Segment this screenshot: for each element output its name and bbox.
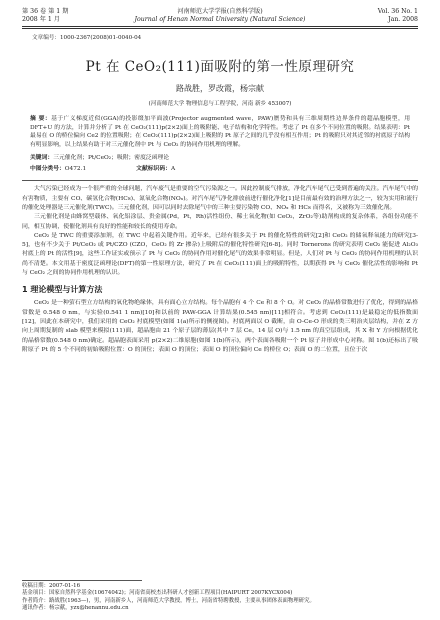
clc <box>30 163 86 172</box>
journal-name-cn: 河南师范大学学报(自然科学版) <box>177 8 263 15</box>
doc-code-value: A <box>170 166 176 173</box>
abstract-separator <box>22 180 418 181</box>
footnote-rule <box>22 580 142 581</box>
header-rule-thin <box>22 28 418 29</box>
clc-value: O472.1 <box>64 166 87 173</box>
footnote-received: 收稿日期：2007-01-16 <box>22 583 81 589</box>
abstract-text: 基于广义梯度近似(GGA)的投影缀加平面波(Projector augmented wave，PAW)赝势和具有三维周期性边界条件的超晶胞模型，用 DFT+U 的方法，计算并分析了 Pt 在 CeO₂(111)p(2×2)面上的吸附能、电子结构和化学特性。考虑了 Pt 在多个不同位置的吸附。结果表明：Pt 最易在 O 的桥位偏向 Ce2 的位置吸附；在 CeO₂(111)p(2×2)面上吸附的 Pt 原子之间的几乎没有相互作用；Pt 的吸附只对其近邻的衬底原子结构有明显影响，以上结果有助于对三元催化剂中 Pt 与 CeO₂ 的协同作用机理的理解。 <box>30 116 410 148</box>
abstract-label: 摘 要： <box>30 116 52 122</box>
paragraph: CeO₂ 是 TWC 的重要添加剂，在 TWC 中起着关键作用。近年来，已经有很多关于 Pt 的催化特性的研究[2]和 CeO₂ 的储氧释氧能力的研究[3-5]，也有不少关于 Pt/CeO₂ 或 Pt/CZO (CZO，CeO₂ 的 Zr 掺杂)上吸附后的催化特性研究[6-8]。同时 Tornerons 的研究表明 CeO₂ 能促进 Al₂O₃ 衬底上的 Pt 的活性[9]，这些工作证实或预示了 Pt 与 CeO₂ 的协同作用对催化尾气的效果非常明显。但是，人们对 Pt 与 CeO₂ 的协同作用机理的认识尚不清楚。本文用基于密度泛函理论(DFT)的第一性原理方法，研究了 Pt 在 CeO₂(111)面上的吸附特性，以期获得 Pt 与 CeO₂ 催化活性的影响和 Pt 与 CeO₂ 之间的协同作用机理的认识。 <box>22 232 418 277</box>
header-rule <box>22 26 418 27</box>
header-right <box>348 8 418 24</box>
footnote-funding: 基金项目：国家自然科学基金(10674042)；河南省高校杰出科研人才创新工程项目(HAIPURT 2007KYCX004) <box>22 590 293 597</box>
clc-label: 中图分类号： <box>30 166 65 173</box>
volume-issue: 第 36 卷 第 1 期 <box>22 8 69 15</box>
keywords <box>30 152 410 161</box>
article-number: 文章编号：1000-2367(2008)01-0040-04 <box>32 35 142 41</box>
paper-authors: 路战胜，罗改霞，杨宗献 <box>176 84 264 93</box>
journal-name-en: Journal of Henan Normal University (Natural Science) <box>134 16 306 23</box>
paper-affiliation: (河南师范大学 物理信息与工程学院，河南 新乡 453007) <box>148 101 292 107</box>
issue-date: 2008 年 1 月 <box>22 16 60 23</box>
footnote-author: 作者简介：路战胜(1963—)，男，河南新乡人，河南师范大学教授，博士，河南省特聘教授，主要从事团体表面物理研究。 <box>22 597 315 604</box>
footnotes <box>22 580 418 613</box>
footnote-correspondence: 通讯作者：杨宗献，yzx@henannu.edu.cn <box>22 605 129 612</box>
abstract <box>30 115 410 149</box>
doc-code-label: 文献标识码： <box>136 166 171 173</box>
running-header <box>22 8 418 24</box>
paragraph: CeO₂ 是一种萤石型立方结构的氧化物绝缘体，具有面心立方结构。每个晶胞有 4 个 Ce 和 8 个 O。对 CeO₂ 的晶格常数进行了优化，得到的晶格常数是 0.548 0 nm，与实验(0.541 1 nm)[10]和以前的 PAW-GGA 计算结果(0.545 nm)[11]相符合。考虑到 CeO₂(111)是最稳定的低指数面[12]，因此在本研究中，我们采用的 CeO₂ 衬底模型(如图 1(a)所示的侧视图)。衬底两面以 O 截断，由 O-Ce-O 形成的类三明治夹层结构，并在 Z 方向上周期复制的 slab 模型来模拟(111)面，超晶胞由 21 个原子层的薄层(其中 7 层 Ce，14 层 O)与 1.5 nm 的真空层组成，其 X 和 Y 方向根据优化的晶格常数(0.548 0 nm)确定。超晶胞表面采用 p(2×2)二维原胞(如图 1(b)所示)，两个表面各吸附一个 Pt 原子并形成中心对称。图 1(b)还标出了吸附原子 Pt 的 5 个不同的初始吸附位置：O 的顶位；表面 O 的顶位；表面 O 的顶位偏向 Ce 的桥位 O；表面 O 的二位置，且位于次 <box>22 300 418 353</box>
classification <box>30 163 410 172</box>
paragraph: 三元催化剂是由蜂窝型载体、氧化铝涂层、贵金属(Pd，Pt，Rh)活性组份、稀土氧化物(如 CeO₂，ZrO₂等)助剂构成的复杂体系，各组份功能不同，相互协调，使催化剂具有良好的性能和较长的使用寿命。 <box>22 214 418 230</box>
keywords-label: 关键词： <box>30 155 54 162</box>
keywords-text: 三元催化剂；Pt/CeO₂；吸附；密度泛函理论 <box>53 155 170 162</box>
paper-title: Pt 在 CeO₂(111)面吸附的第一性原理研究 <box>85 59 355 75</box>
header-center <box>92 8 348 24</box>
volume-issue-en: Vol. 36 No. 1 <box>377 8 418 15</box>
doc-code <box>136 163 175 172</box>
body-text <box>22 185 418 355</box>
issue-date-en: Jan. 2008 <box>388 16 418 23</box>
paragraph: 大气污染已经成为一个很严重的全球问题，汽车废气是重要的空气污染源之一。因此控制废气排放，净化汽车尾气已受到普遍的关注。汽车尾气中的有害物质，主要有 CO、碳氢化合物(HCs)、氮氧化合物(NOₓ)。对汽车尾气净化排放前进行催化净化[1]是目前最有效的治理方法之一，较为实用和流行的催化处理器是三元催化剂(TWC)。三元催化剂，因可以同时去除尾气中的三种主要污染物 CO、NOₓ 和 HCs 而得名，又被称为三效催化剂。 <box>22 186 418 211</box>
section-heading: 1 理论模型与计算方法 <box>22 285 103 295</box>
header-left <box>22 8 92 24</box>
